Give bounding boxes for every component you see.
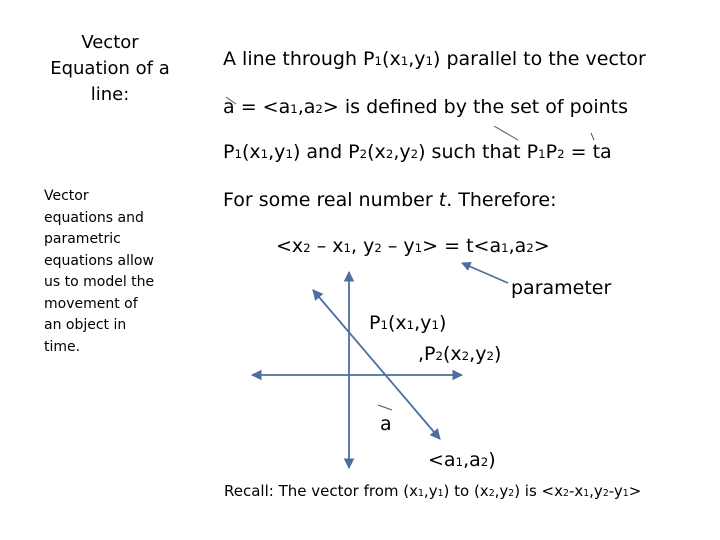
point-p2-label: ,P2(x2,y2) xyxy=(418,343,502,365)
vector-components-label: <a1,a2) xyxy=(428,449,496,471)
vector-arrow-p1p2 xyxy=(494,126,518,140)
vector-equation: <x2 – x1, y2 – y1> = t<a1,a2> xyxy=(276,235,550,257)
vector-a-diagram-label: a xyxy=(380,413,392,435)
definition-line-3: P1(x1,y1) and P2(x2,y2) such that P1P2 = ta xyxy=(223,141,612,163)
definition-line-2: a = <a1,a2> is defined by the set of points xyxy=(223,96,628,118)
definition-line-1: A line through P1(x1,y1) parallel to the vector xyxy=(223,48,646,70)
parameter-pointer-arrow xyxy=(462,263,508,283)
vector-arrow-ta xyxy=(591,133,594,140)
parameter-label: parameter xyxy=(511,277,612,299)
side-note: Vector equations and parametric equations allow us to model the movement of an object in time. xyxy=(44,188,155,355)
vector-a-symbol: a xyxy=(223,96,235,118)
recall-note: Recall: The vector from (x1,y1) to (x2,y2) is <x2-x1,y2-y1> xyxy=(224,482,642,500)
vector-arrow-a-diagram xyxy=(378,405,392,410)
definition-line-4: For some real number t. Therefore: xyxy=(223,189,557,211)
point-p1-label: P1(x1,y1) xyxy=(369,312,447,334)
slide-title: Vector Equation of a line: xyxy=(50,32,170,105)
